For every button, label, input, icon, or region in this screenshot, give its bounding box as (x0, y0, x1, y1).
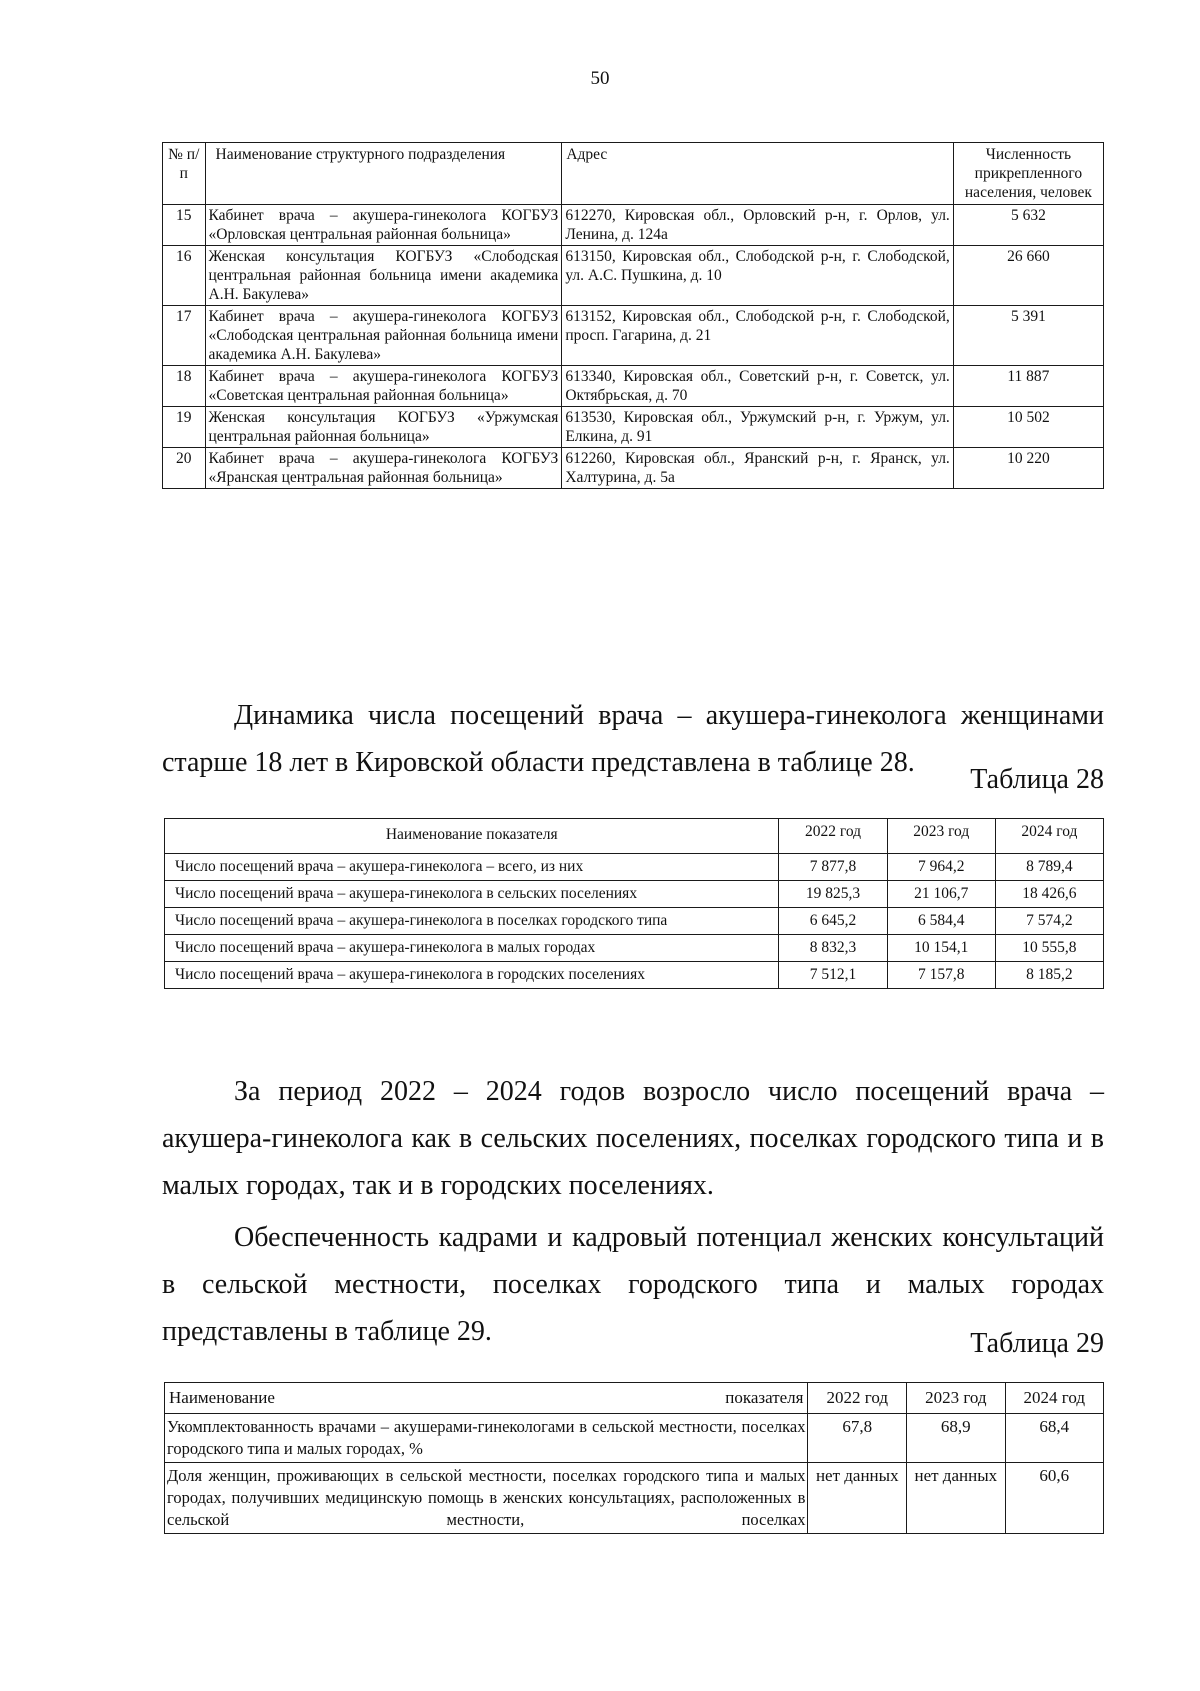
table29-caption: Таблица 29 (970, 1328, 1104, 1359)
header-num: № п/п (163, 143, 206, 205)
row-indicator: Число посещений врача – акушера-гинеколога в малых городах (165, 935, 779, 962)
row-2024: 8 789,4 (995, 854, 1103, 881)
row-2022: 8 832,3 (779, 935, 887, 962)
row-num: 20 (163, 448, 206, 489)
table-row (163, 306, 1104, 366)
row-name: Женская консультация КОГБУЗ «Слободская центральная районная больница имени академика А.Н. Бакулева» (205, 246, 562, 306)
table-header-row (165, 819, 1104, 854)
row-address: 613150, Кировская обл., Слободской р-н, г. Слободской, ул. А.С. Пушкина, д. 10 (562, 246, 953, 306)
row-2022: 6 645,2 (779, 908, 887, 935)
table-row (165, 854, 1104, 881)
header-name: Наименование структурного подразделения (205, 143, 562, 205)
visits-table (164, 818, 1104, 989)
table-row (165, 962, 1104, 989)
row-num: 18 (163, 366, 206, 407)
header-address: Адрес (562, 143, 953, 205)
row-name: Кабинет врача – акушера-гинеколога КОГБУЗ «Орловская центральная районная больница» (205, 205, 562, 246)
row-indicator: Число посещений врача – акушера-гинеколога в поселках городского типа (165, 908, 779, 935)
row-name: Женская консультация КОГБУЗ «Уржумская центральная районная больница» (205, 407, 562, 448)
row-2022: 19 825,3 (779, 881, 887, 908)
header-indicator: Наименование показателя (165, 819, 779, 854)
row-2024: 68,4 (1005, 1414, 1103, 1463)
table-row (163, 448, 1104, 489)
row-address: 612260, Кировская обл., Яранский р-н, г. Яранск, ул. Халтурина, д. 5а (562, 448, 953, 489)
header-2024: 2024 год (995, 819, 1103, 854)
row-name: Кабинет врача – акушера-гинеколога КОГБУЗ «Советская центральная районная больница» (205, 366, 562, 407)
table-row (165, 1414, 1104, 1463)
row-population: 5 391 (953, 306, 1103, 366)
table-row (165, 908, 1104, 935)
row-indicator: Число посещений врача – акушера-гинеколога в сельских поселениях (165, 881, 779, 908)
row-2024: 60,6 (1005, 1463, 1103, 1534)
table-row (163, 246, 1104, 306)
row-indicator: Укомплектованность врачами – акушерами-гинекологами в сельской местности, поселках городского типа и малых городах, % (165, 1414, 808, 1463)
row-indicator: Число посещений врача – акушера-гинеколога в городских поселениях (165, 962, 779, 989)
header-2023: 2023 год (907, 1383, 1006, 1414)
header-2022: 2022 год (779, 819, 887, 854)
header-2024: 2024 год (1005, 1383, 1103, 1414)
header-2022: 2022 год (808, 1383, 907, 1414)
row-2023: 7 157,8 (887, 962, 995, 989)
row-indicator: Доля женщин, проживающих в сельской местности, поселках городского типа и малых городах, получивших медицинскую помощь в женских консультациях, расположенных в сельской местности, поселках (165, 1463, 808, 1534)
row-population: 5 632 (953, 205, 1103, 246)
row-2023: 10 154,1 (887, 935, 995, 962)
row-address: 612270, Кировская обл., Орловский р-н, г. Орлов, ул. Ленина, д. 124а (562, 205, 953, 246)
table-row (163, 407, 1104, 448)
row-2022: 7 512,1 (779, 962, 887, 989)
row-2022: 67,8 (808, 1414, 907, 1463)
structural-units-table (162, 142, 1104, 489)
row-2023: 68,9 (907, 1414, 1006, 1463)
row-2023: 6 584,4 (887, 908, 995, 935)
paragraph-staffing: Обеспеченность кадрами и кадровый потенциал женских консультаций в сельской местности, поселках городского типа и малых городах представлены в таблице 29. (162, 1222, 1104, 1347)
row-num: 17 (163, 306, 206, 366)
row-population: 26 660 (953, 246, 1103, 306)
table-row (163, 205, 1104, 246)
row-2023: 7 964,2 (887, 854, 995, 881)
row-2024: 7 574,2 (995, 908, 1103, 935)
table-row (165, 1463, 1104, 1534)
table-header-row (163, 143, 1104, 205)
header-population: Численность прикрепленного населения, человек (953, 143, 1103, 205)
row-2024: 10 555,8 (995, 935, 1103, 962)
row-population: 11 887 (953, 366, 1103, 407)
row-2024: 18 426,6 (995, 881, 1103, 908)
page-number: 50 (590, 68, 610, 89)
row-num: 16 (163, 246, 206, 306)
staffing-table (164, 1382, 1104, 1534)
row-population: 10 220 (953, 448, 1103, 489)
table-row (165, 881, 1104, 908)
paragraph-visits-dynamics: Динамика числа посещений врача – акушера-гинеколога женщинами старше 18 лет в Кировской области представлена в таблице 28. (162, 700, 1104, 778)
row-num: 15 (163, 205, 206, 246)
table-row (163, 366, 1104, 407)
row-address: 613340, Кировская обл., Советский р-н, г. Советск, ул. Октябрьская, д. 70 (562, 366, 953, 407)
paragraph-period-growth: За период 2022 – 2024 годов возросло число посещений врача – акушера-гинеколога как в сельских поселениях, поселках городского типа и в малых городах, так и в городских поселениях. (162, 1076, 1104, 1201)
row-address: 613152, Кировская обл., Слободской р-н, г. Слободской, просп. Гагарина, д. 21 (562, 306, 953, 366)
row-name: Кабинет врача – акушера-гинеколога КОГБУЗ «Яранская центральная районная больница» (205, 448, 562, 489)
row-2023: 21 106,7 (887, 881, 995, 908)
row-indicator: Число посещений врача – акушера-гинеколога – всего, из них (165, 854, 779, 881)
row-address: 613530, Кировская обл., Уржумский р-н, г. Уржум, ул. Елкина, д. 91 (562, 407, 953, 448)
table-header-row (165, 1383, 1104, 1414)
header-indicator: Наименование показателя (165, 1383, 808, 1414)
header-2023: 2023 год (887, 819, 995, 854)
table-row (165, 935, 1104, 962)
row-2022: 7 877,8 (779, 854, 887, 881)
row-population: 10 502 (953, 407, 1103, 448)
row-2024: 8 185,2 (995, 962, 1103, 989)
row-num: 19 (163, 407, 206, 448)
row-2022: нет данных (808, 1463, 907, 1534)
row-2023: нет данных (907, 1463, 1006, 1534)
table28-caption: Таблица 28 (970, 764, 1104, 795)
row-name: Кабинет врача – акушера-гинеколога КОГБУЗ «Слободская центральная районная больница имени академика А.Н. Бакулева» (205, 306, 562, 366)
